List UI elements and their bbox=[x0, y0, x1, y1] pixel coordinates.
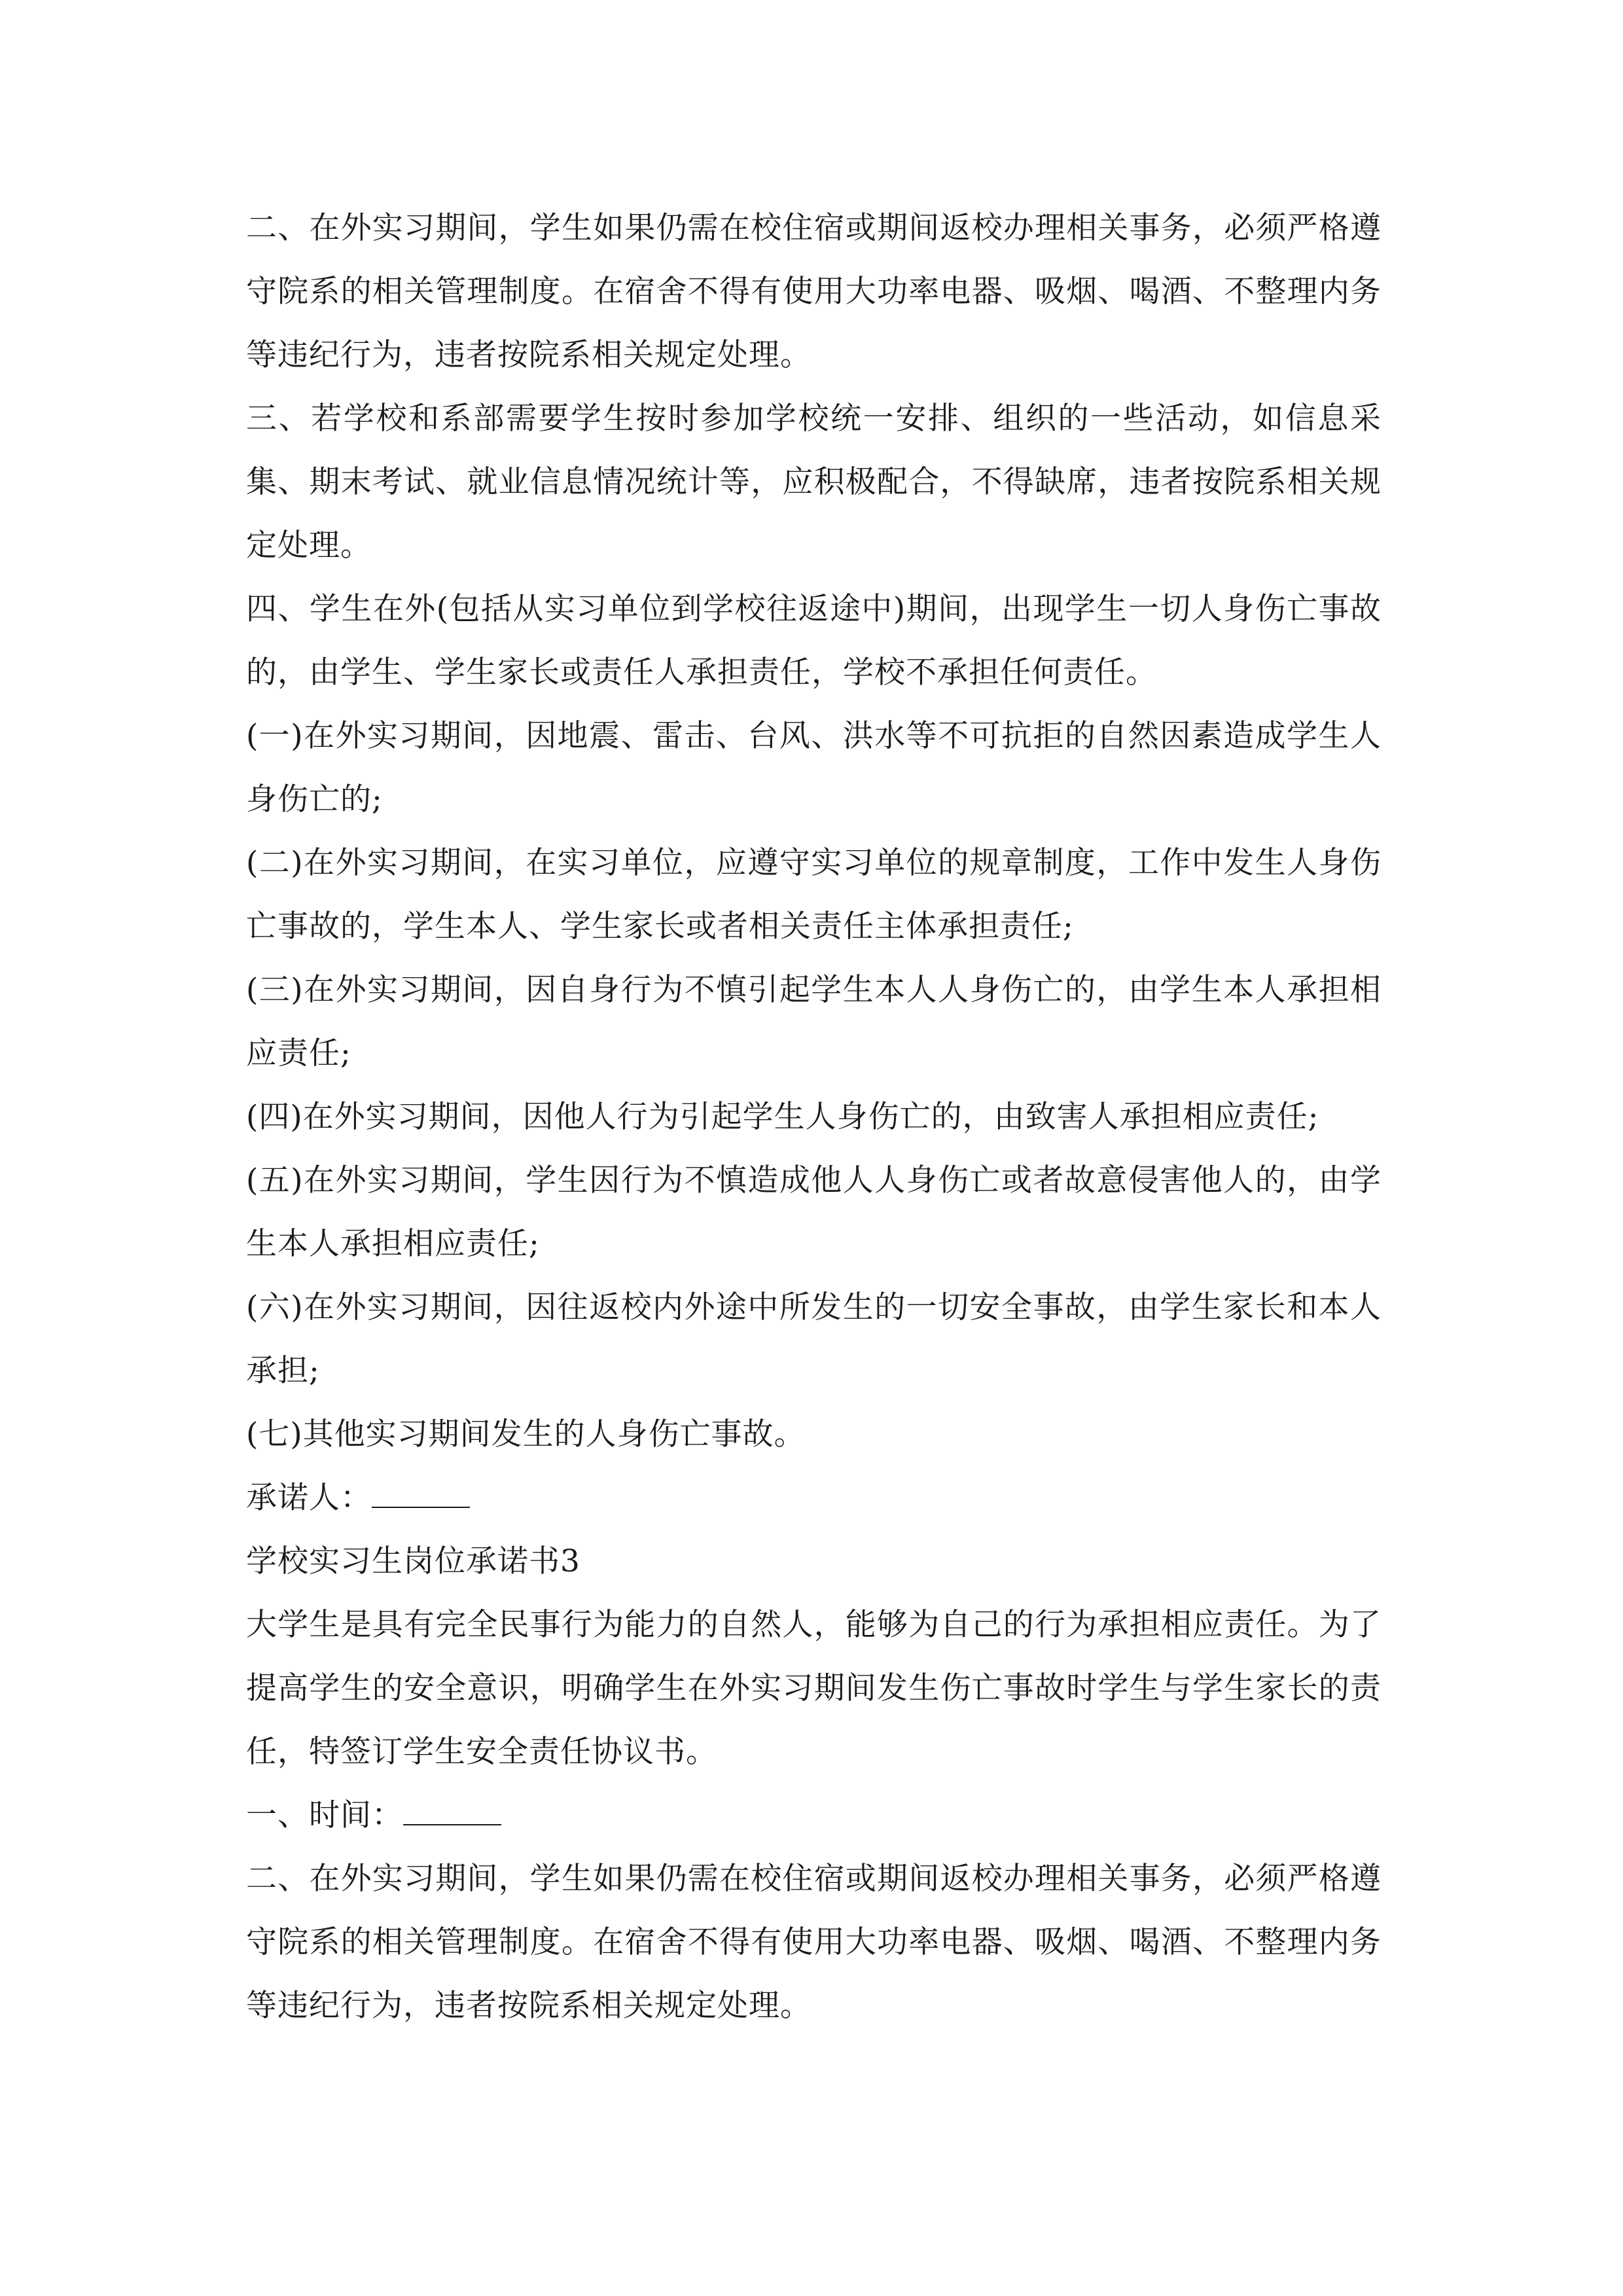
paragraph-liability: 四、学生在外(包括从实习单位到学校往返途中)期间，出现学生一切人身伤亡事故的，由学生、学生家长或责任人承担责任，学校不承担任何责任。 bbox=[246, 591, 1382, 691]
clause-others-caused: (四)在外实习期间，因他人行为引起学生人身伤亡的，由致害人承担相应责任; bbox=[246, 1099, 1319, 1135]
clause-self-caused: (三)在外实习期间，因自身行为不慎引起学生本人人身伤亡的，由学生本人承担相应责任; bbox=[246, 972, 1382, 1071]
intro-paragraph: 大学生是具有完全民事行为能力的自然人，能够为自己的行为承担相应责任。为了提高学生的安全意识，明确学生在外实习期间发生伤亡事故时学生与学生家长的责任，特签订学生安全责任协议书。 bbox=[246, 1607, 1382, 1770]
clause-workplace-accident: (二)在外实习期间，在实习单位，应遵守实习单位的规章制度，工作中发生人身伤亡事故的，学生本人、学生家长或者相关责任主体承担责任; bbox=[246, 845, 1382, 944]
time-line bbox=[246, 1784, 1382, 1847]
paragraph-school-activities: 三、若学校和系部需要学生按时参加学校统一安排、组织的一些活动，如信息采集、期末考试、就业信息情况统计等，应积极配合，不得缺席，违者按院系相关规定处理。 bbox=[246, 401, 1382, 564]
clause-harm-to-others: (五)在外实习期间，学生因行为不慎造成他人人身伤亡或者故意侵害他人的，由学生本人承担相应责任; bbox=[246, 1162, 1382, 1262]
paragraph-dormitory-rules: 二、在外实习期间，学生如果仍需在校住宿或期间返校办理相关事务，必须严格遵守院系的相关管理制度。在宿舍不得有使用大功率电器、吸烟、喝酒、不整理内务等违纪行为，违者按院系相关规定处理。 bbox=[246, 210, 1382, 373]
promisor-blank bbox=[372, 1480, 470, 1508]
closing-paragraph: 二、在外实习期间，学生如果仍需在校住宿或期间返校办理相关事务，必须严格遵守院系的相关管理制度。在宿舍不得有使用大功率电器、吸烟、喝酒、不整理内务等违纪行为，违者按院系相关规定处理。 bbox=[246, 1861, 1382, 2024]
time-label: 一、时间： bbox=[246, 1797, 403, 1833]
promisor-line bbox=[246, 1466, 1382, 1530]
clause-natural-disaster: (一)在外实习期间，因地震、雷击、台风、洪水等不可抗拒的自然因素造成学生人身伤亡的; bbox=[246, 718, 1382, 817]
time-blank bbox=[403, 1798, 501, 1825]
clause-other-accidents: (七)其他实习期间发生的人身伤亡事故。 bbox=[246, 1416, 806, 1452]
document-body bbox=[246, 196, 1382, 2037]
promisor-label: 承诺人： bbox=[246, 1480, 372, 1516]
clause-travel-accident: (六)在外实习期间，因往返校内外途中所发生的一切安全事故，由学生家长和本人承担; bbox=[246, 1289, 1382, 1389]
section-title: 学校实习生岗位承诺书3 bbox=[246, 1543, 580, 1579]
